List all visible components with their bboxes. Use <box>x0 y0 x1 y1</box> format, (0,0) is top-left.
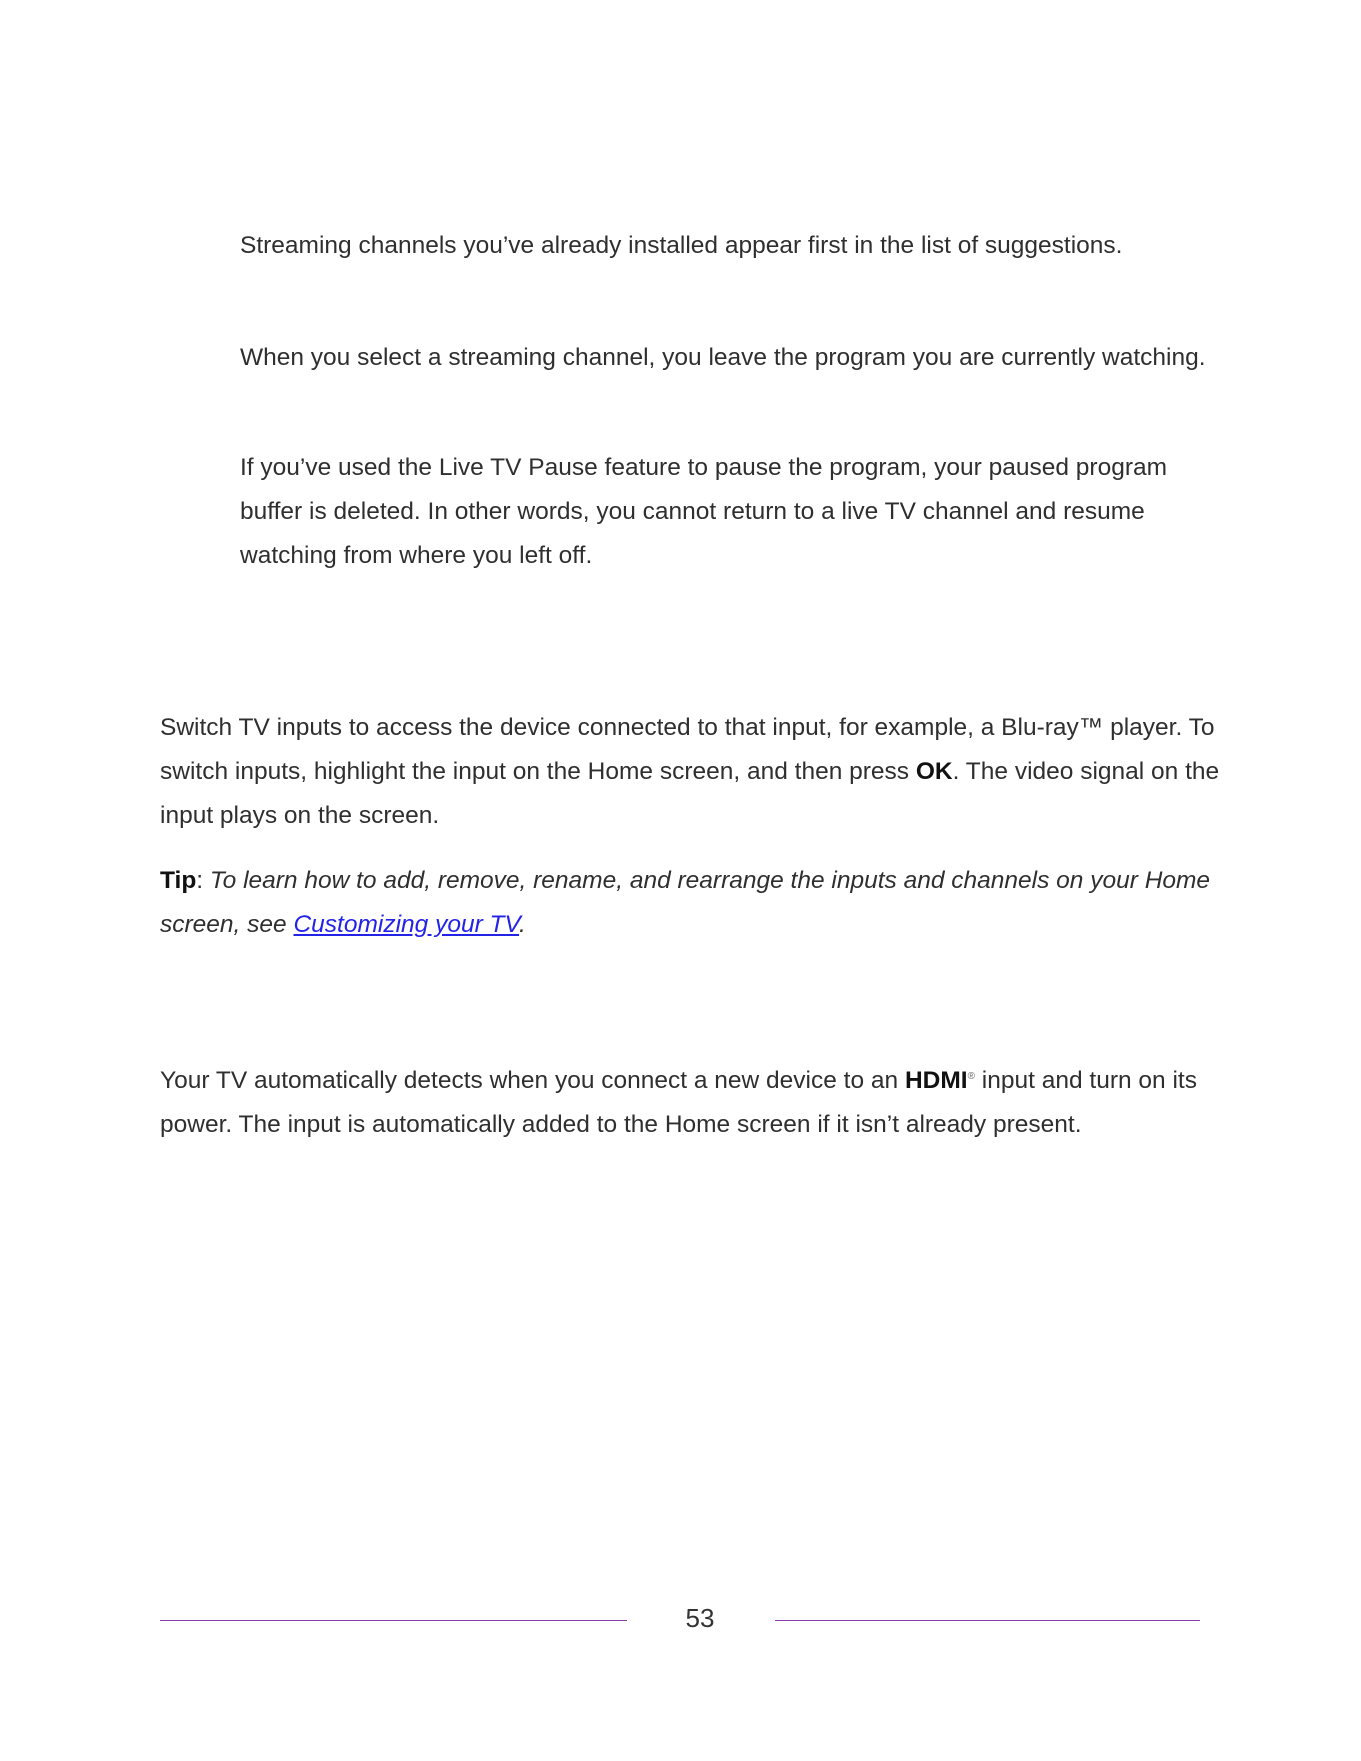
paragraph-pause-buffer: If you’ve used the Live TV Pause feature to pause the program, your paused program buffer is deleted. In other words, you cannot return to a live TV channel and resume watching from where you left off. <box>240 454 1168 569</box>
registered-mark: ® <box>967 1071 975 1082</box>
paragraph-installed-channels: Streaming channels you’ve already installed appear first in the list of suggestions. <box>240 232 1123 259</box>
footer-rule-left <box>160 1620 627 1621</box>
tip-period: . <box>519 911 526 938</box>
customizing-your-tv-link[interactable]: Customizing your TV <box>293 911 520 938</box>
tip-label: Tip <box>160 867 197 894</box>
switch-inputs-text: Switch TV inputs to access the device connected to that input, for example, a Blu-ray™ player. To switch inputs, highlight the input on the Home screen, and then press <box>160 714 1215 785</box>
paragraph-leave-program: When you select a streaming channel, you leave the program you are currently watching. <box>240 344 1206 371</box>
tip-paragraph <box>160 859 1240 947</box>
page-number: 53 <box>685 1603 715 1633</box>
paragraph-switch-inputs <box>160 706 1240 838</box>
footer-rule-right <box>775 1620 1200 1621</box>
tip-text: To learn how to add, remove, rename, and rearrange the inputs and channels on your Home screen, see <box>160 867 1211 938</box>
switch-inputs-text-end: . The video signal on the input plays on the screen. <box>160 758 1220 829</box>
auto-detect-text: Your TV automatically detects when you connect a new device to an <box>160 1067 905 1094</box>
paragraph-auto-detect <box>160 1059 1240 1147</box>
ok-button-label: OK <box>915 758 953 785</box>
auto-detect-text-end: input and turn on its power. The input is automatically added to the Home screen if it isn’t already present. <box>160 1067 1197 1138</box>
tip-colon: : <box>196 867 210 894</box>
hdmi-label: HDMI <box>904 1067 968 1094</box>
